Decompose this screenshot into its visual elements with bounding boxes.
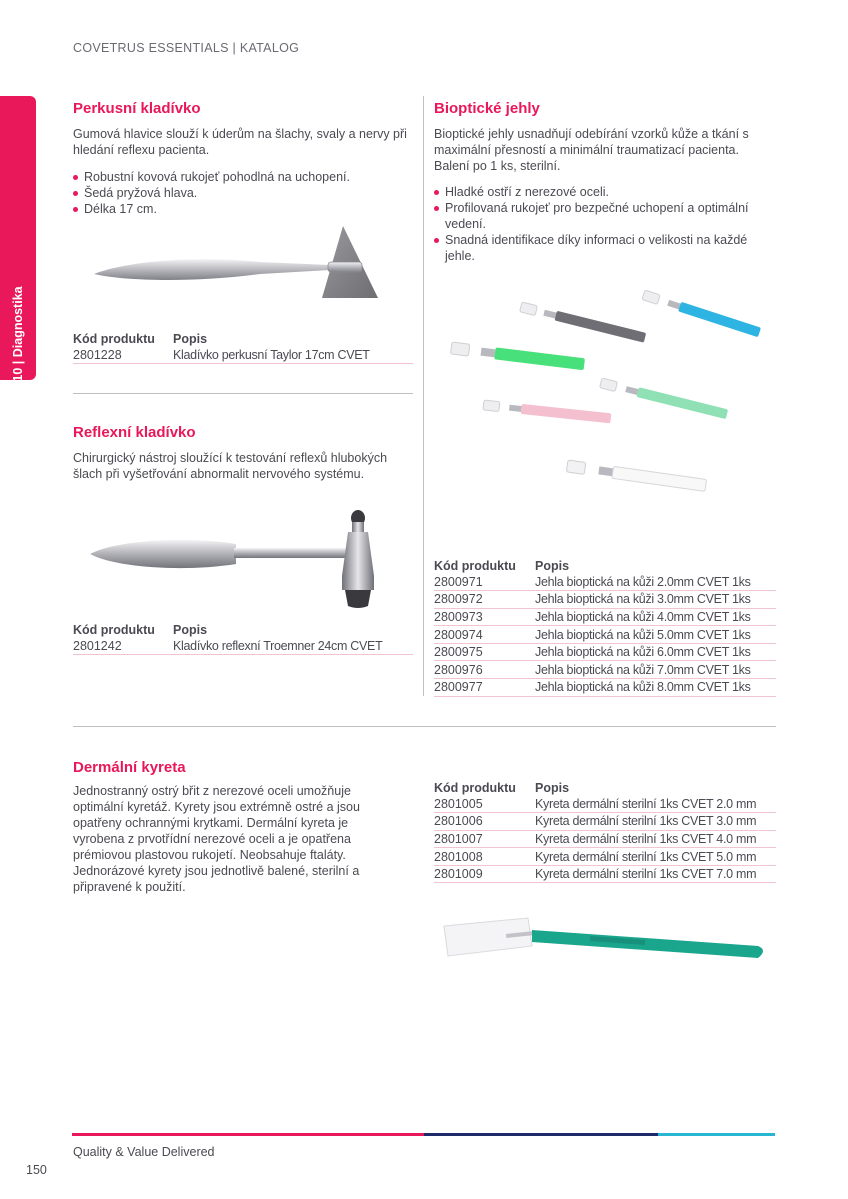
table-row	[73, 346, 413, 364]
table-row	[434, 848, 776, 866]
biopsy-title: Bioptické jehly	[434, 100, 540, 117]
column-divider	[423, 96, 424, 696]
bullet-item: Robustní kovová rukojeť pohodlná na uchopení.	[73, 169, 413, 185]
biopsy-product-table	[434, 555, 776, 697]
section-side-tab	[0, 96, 36, 380]
percussion-bullets	[73, 169, 413, 217]
column-header-description: Popis	[535, 559, 570, 573]
bullet-item: Snadná identifikace díky informaci o velikosti na každé jehle.	[434, 232, 776, 264]
column-header-description: Popis	[173, 332, 208, 346]
table-row	[434, 679, 776, 697]
table-row	[434, 626, 776, 644]
product-code: 2800977	[434, 679, 535, 697]
product-code: 2800974	[434, 626, 535, 644]
reflex-product-table	[73, 619, 413, 655]
product-code: 2800972	[434, 591, 535, 609]
product-description: Kyreta dermální sterilní 1ks CVET 4.0 mm	[535, 830, 776, 848]
percussion-title: Perkusní kladívko	[73, 100, 201, 117]
product-code: 2800971	[434, 573, 535, 591]
side-tab-label: 10 | Diagnostika	[11, 286, 25, 382]
biopsy-bullets	[434, 184, 776, 264]
product-description: Kladívko reflexní Troemner 24cm CVET	[173, 637, 413, 655]
product-description: Jehla bioptická na kůži 3.0mm CVET 1ks	[535, 591, 776, 609]
curette-title: Dermální kyreta	[73, 759, 186, 776]
product-code: 2801228	[73, 346, 173, 364]
product-description: Kyreta dermální sterilní 1ks CVET 3.0 mm	[535, 813, 776, 831]
product-description: Jehla bioptická na kůži 4.0mm CVET 1ks	[535, 608, 776, 626]
product-description: Jehla bioptická na kůži 7.0mm CVET 1ks	[535, 661, 776, 679]
product-code: 2800976	[434, 661, 535, 679]
product-description: Kladívko perkusní Taylor 17cm CVET	[173, 346, 413, 364]
table-row	[73, 637, 413, 655]
product-code: 2801242	[73, 637, 173, 655]
column-header-code: Kód produktu	[73, 623, 155, 637]
catalog-header: COVETRUS ESSENTIALS | KATALOG	[73, 41, 300, 55]
product-description: Jehla bioptická na kůži 8.0mm CVET 1ks	[535, 679, 776, 697]
reflex-title: Reflexní kladívko	[73, 424, 196, 441]
product-code: 2800973	[434, 608, 535, 626]
product-code: 2801007	[434, 830, 535, 848]
product-code: 2801005	[434, 795, 535, 813]
footer-color-bar	[72, 1133, 775, 1136]
reflex-hammer-image	[86, 506, 386, 610]
column-header-code: Kód produktu	[434, 559, 516, 573]
table-row	[434, 591, 776, 609]
table-row	[434, 661, 776, 679]
product-description: Kyreta dermální sterilní 1ks CVET 2.0 mm	[535, 795, 776, 813]
product-code: 2801008	[434, 848, 535, 866]
curette-description: Jednostranný ostrý břit z nerezové oceli umožňuje optimální kyretáž. Kyrety jsou extrémně ostré a jsou opatřeny ochrannými krytkami. Dermální kyreta je vyrobena z prvotřídní nerezové oceli a je opatřena prémiovou plastovou rukojetí. Neobsahuje ftaláty. Jednorázové kyrety jsou jednotlivě balené, sterilní a připravené k použití.	[73, 784, 360, 894]
curette-product-table	[434, 777, 776, 883]
product-description: Kyreta dermální sterilní 1ks CVET 7.0 mm	[535, 865, 776, 883]
page-number: 150	[26, 1163, 47, 1177]
percussion-description: Gumová hlavice slouží k úderům na šlachy, svaly a nervy při hledání reflexu pacienta.	[73, 127, 407, 157]
biopsy-needles-image	[440, 280, 780, 500]
product-description: Jehla bioptická na kůži 5.0mm CVET 1ks	[535, 626, 776, 644]
column-header-description: Popis	[535, 781, 570, 795]
section-divider	[73, 726, 776, 727]
percussion-hammer-image	[90, 222, 390, 306]
column-header-description: Popis	[173, 623, 208, 637]
table-row	[434, 573, 776, 591]
product-code: 2801006	[434, 813, 535, 831]
reflex-description: Chirurgický nástroj sloužící k testování reflexů hlubokých šlach při vyšetřování abnormalit nervového systému.	[73, 451, 388, 481]
dermal-curette-image	[440, 912, 772, 968]
column-header-code: Kód produktu	[73, 332, 155, 346]
bullet-item: Profilovaná rukojeť pro bezpečné uchopení a optimální vedení.	[434, 200, 776, 232]
table-row	[434, 830, 776, 848]
product-description: Jehla bioptická na kůži 2.0mm CVET 1ks	[535, 573, 776, 591]
table-row	[434, 813, 776, 831]
product-code: 2800975	[434, 643, 535, 661]
bullet-item: Hladké ostří z nerezové oceli.	[434, 184, 776, 200]
table-row	[434, 865, 776, 883]
table-row	[434, 795, 776, 813]
product-code: 2801009	[434, 865, 535, 883]
biopsy-description: Bioptické jehly usnadňují odebírání vzorků kůže a tkání s maximální přesností a minimální traumatizací pacienta. Balení po 1 ks, sterilní.	[434, 127, 749, 173]
bullet-item: Šedá pryžová hlava.	[73, 185, 413, 201]
product-description: Kyreta dermální sterilní 1ks CVET 5.0 mm	[535, 848, 776, 866]
bullet-item: Délka 17 cm.	[73, 201, 413, 217]
section-divider	[73, 393, 413, 394]
column-header-code: Kód produktu	[434, 781, 516, 795]
percussion-product-table	[73, 328, 413, 364]
table-row	[434, 643, 776, 661]
footer-tagline: Quality & Value Delivered	[73, 1145, 215, 1159]
product-description: Jehla bioptická na kůži 6.0mm CVET 1ks	[535, 643, 776, 661]
table-row	[434, 608, 776, 626]
